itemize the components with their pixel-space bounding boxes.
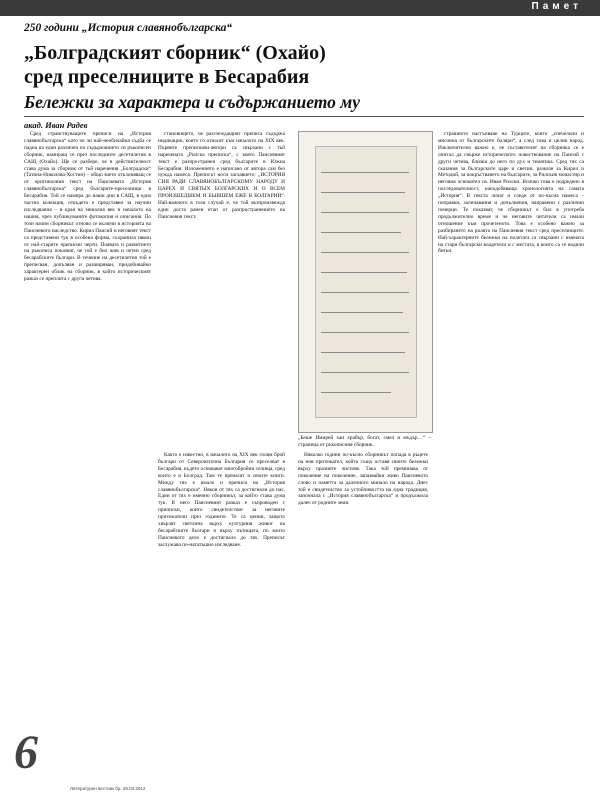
header-band bbox=[0, 0, 600, 16]
title-rule bbox=[24, 116, 584, 117]
title-line-2: сред преселниците в Бесарабия bbox=[24, 66, 310, 88]
section-label: Памет bbox=[531, 1, 582, 12]
title-line-1: „Болградският сборник“ (Охайо) bbox=[24, 42, 326, 64]
body-column-2-lower bbox=[158, 452, 285, 757]
footer-credit: Литературен вестник бр. 26.03.2012 bbox=[70, 786, 146, 791]
body-column-1 bbox=[24, 131, 151, 771]
column-2-lower-text: Както е известно, в началото на XIX век голям брой българи от Североизточна България се преселват в Бесарабия, където основават многобройни селища, сред които е и Болград. Там те пренасят и своите книги. Между тях е имало и преписи на „История славянобългарска“. Някои от тях са достигнали до нас. Един от тях е именно сборникът, за който става дума тук. В него Паисиевият разказ е съпроводен с приписки, които свидетелстват за неговите притежатели през годините. Те са ценни, защото хвърлят светлина върху културния живот на бесарабските българи и върху пътищата, по които Паисиевото дело е достигнало до тях. Преписът заслужава по-нататъшно изследване. bbox=[158, 452, 285, 548]
body-column-2 bbox=[158, 131, 285, 411]
column-3-text: страшното настъпване на Турците, които „спечелили и мнозина от българските боляри“, а след това и целия народ. Изключително важно е, че съставителят на сборника се е опитал да свърже историческото повествование на Паисий с други четива, близки до него по дух и тематика. Сред тях са сказания за българските царе и светии, разкази за Кирил и Методий, за покръстването на българите, за Рилския монастир и неговия основател св. Иван Рилски. Всичко това е подредено в последователност, наподобяваща хронологията на самата „История“. В текста личат и следи от по-късна намеса – поправки, заличавания и допълнения, направени с различни почерци. Те показват, че сборникът е бил в употреба продължително време и че неговите читатели са имали отношение към прочетеното. Това е особено важно за разбирането на ролята на Паисиевия текст сред преселниците. Най-характерните бележки на полетата са свързани с имената на стари български владетели и с местата, в които са се водили битки. bbox=[438, 131, 584, 255]
author-byline: акад. Иван Радев bbox=[24, 120, 88, 130]
column-1-text: Сред странствуващите преписи на „История славянобългарска“ като че ли най-необичайна съдба се падна на един различен по съдържанието си ръкописен сборник, намиращ се през последните десетилетия в САЩ (Охайо). Ще се разбере, че в действителност става дума за сборник от тъй наречения „Болградски“ (Татина-Николова-Хостин) – общо взето отклоняващ се от оригиналния текст на Паисиевата „История славянобългарска“ сред българите-преселници в Бесарабия. Той се намира до наши дни в САЩ, в една частна колекция, откъдето е представен за научни изследвания – в края на миналия век и началото на нашия, чрез публикуваните фотокопия и описания. По този начин сборникът отново се включи в историята на Паисиевото наследство. Кирил Паисий и неговият текст са представени тук в особена форма, съхранила някои от най-старите преписни черти. Появата и развитието на ръкописа показват, че той е бил жив и четен сред бесарабските българи. В течение на десетилетия той е преписван, допълван и разширяван, придобивайки характерен облик на сборник, в който историческият разказ се преплита с други четива. bbox=[24, 131, 151, 283]
article-subtitle: Бележки за характера и съдържанието му bbox=[24, 92, 361, 112]
body-column-3 bbox=[438, 131, 584, 786]
photo-caption: „Беше Имирей хан храбър, богат, смел и мъдър…“ – страница от ръкописния сборник. bbox=[298, 435, 431, 448]
manuscript-photo bbox=[298, 131, 433, 433]
supertitle: 250 години „История славянобългарска“ bbox=[24, 22, 233, 34]
page-number: 6 bbox=[14, 726, 38, 779]
manuscript-page-image bbox=[315, 146, 417, 418]
column-3-lower-text: Няколко години по-късно сборникът попада в ръцете на нов притежател, който също оставя своите бележки върху празните листове. Така той преминава от поколение на поколение, запазвайки живо Паисиевото слово и паметта за далечното минало на народа. Днес той е свидетелство за устойчивостта на една традиция, започнала с „История славянобългарска“ и продължила далеч от родните земи. bbox=[298, 452, 428, 507]
column-2-text: становището, че разглеждащият преписа съдържа индикации, които го отнасят към началото на XIX век. Първите преписвачи-автори са свързани с тъй наречената „Рилска преписка“, с която Паисиевият текст е разпространен сред българите в Южна Бесарабия. Изложението е написано от автора сам без чужда намеса. Преписът носи заглавието: „ИСТОРИЯ СИЯ РАДИ СЛАВЯНОБЪЛГАРСКОМУ НАРОДУ И ЦАРЕХ И СВЯТЫХ БОЛГАРСКИХ И О ВСЕМ ПРОИЗШЕДШЕМ И БЫВШЕМ ЕЖЕ В БОЛГАРИИ“. Най-важното в този случай е, че той възпроизвежда един доста ранен етап от разпространението на Паисиевия текст. bbox=[158, 131, 285, 220]
body-column-3-lower bbox=[298, 452, 428, 757]
